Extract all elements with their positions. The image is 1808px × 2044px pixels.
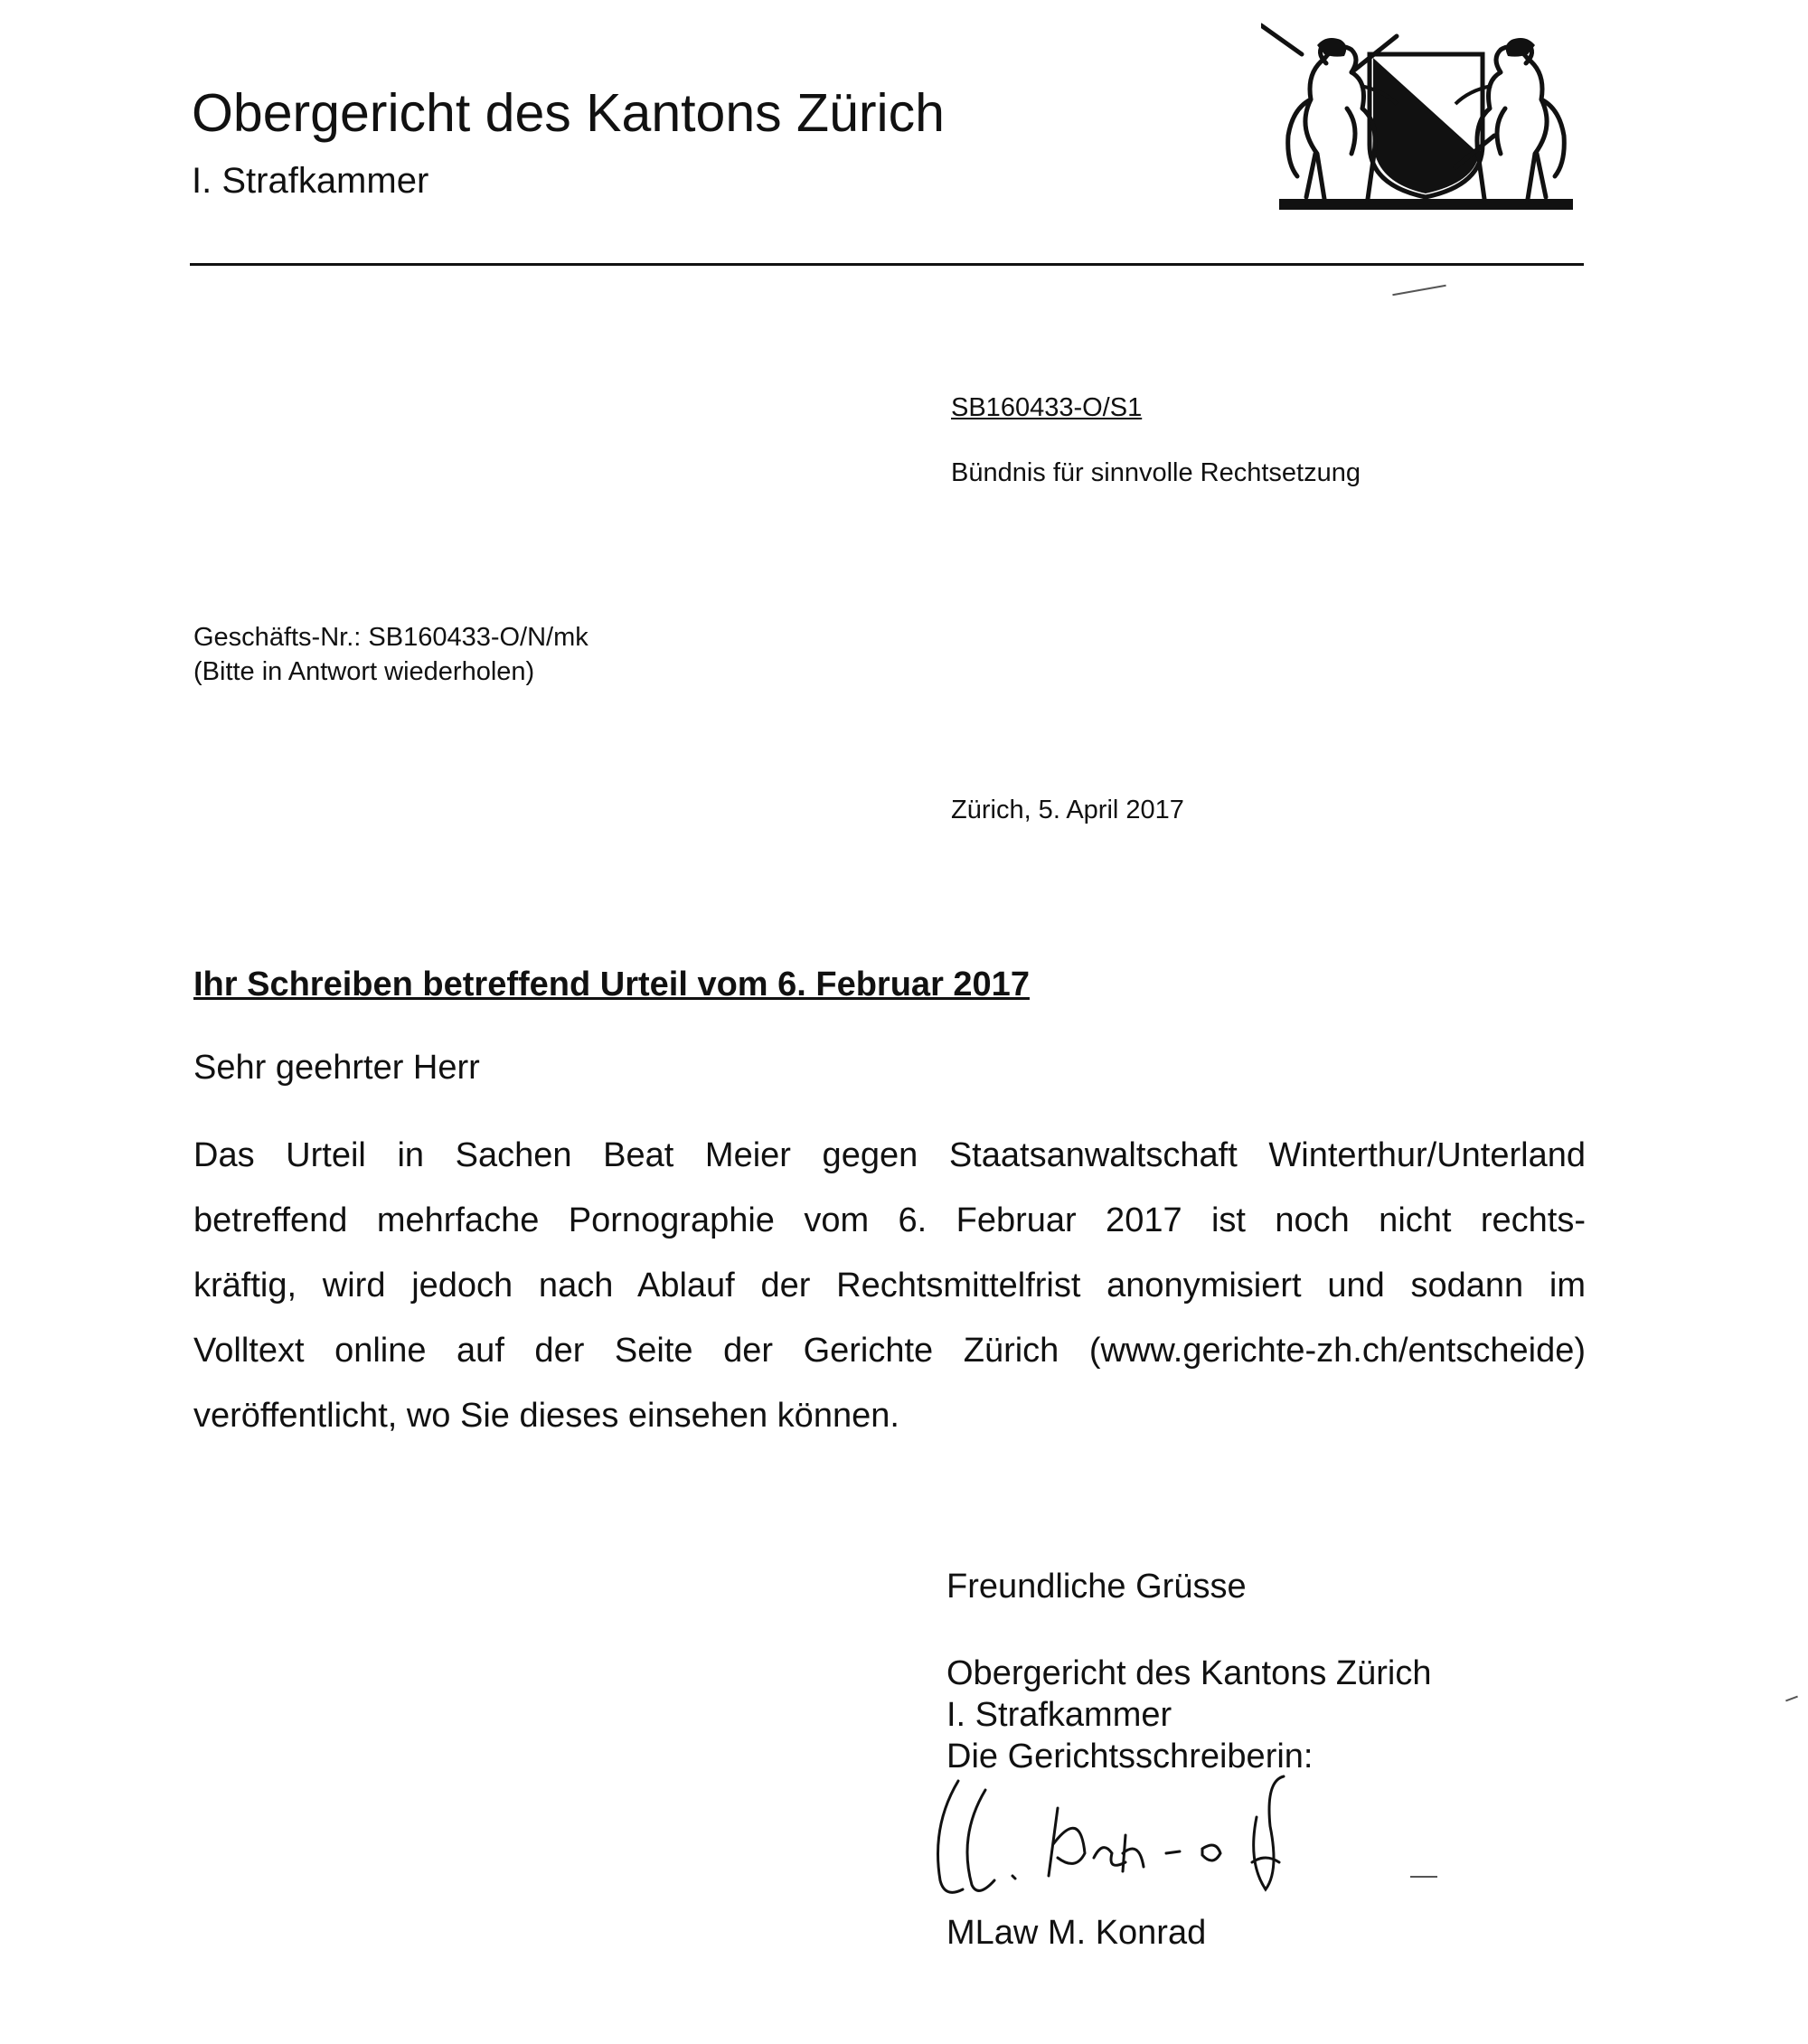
salutation: Sehr geehrter Herr [193, 1049, 480, 1087]
closing-greeting: Freundliche Grüsse [946, 1568, 1247, 1606]
header-divider [190, 263, 1584, 266]
signer-name: MLaw M. Konrad [946, 1914, 1207, 1952]
court-division: I. Strafkammer [192, 161, 429, 201]
signature-division: I. Strafkammer [946, 1696, 1172, 1734]
scan-artifact [1410, 1876, 1437, 1878]
body-line: Das Urteil in Sachen Beat Meier gegen Staatsanwaltschaft Winterthur/Unterland [193, 1136, 1586, 1174]
letter-subject: Ihr Schreiben betreffend Urteil vom 6. Februar 2017 [193, 965, 1030, 1003]
body-line: Volltext online auf der Seite der Gerichte Zürich (www.gerichte-zh.ch/entscheide) [193, 1332, 1586, 1370]
letter-body [193, 1123, 1586, 1448]
addressee-reference: SB160433-O/S1 [951, 393, 1143, 422]
case-note: (Bitte in Antwort wiederholen) [193, 657, 535, 686]
handwritten-signature-icon [922, 1772, 1320, 1907]
body-line: veröffentlicht, wo Sie dieses einsehen können. [193, 1397, 899, 1435]
body-line: kräftig, wird jedoch nach Ablauf der Rechtsmittelfrist anonymisiert und sodann im [193, 1267, 1586, 1305]
scan-artifact [1392, 285, 1445, 296]
signature-role: Die Gerichtsschreiberin: [946, 1738, 1314, 1776]
court-name: Obergericht des Kantons Zürich [192, 83, 945, 143]
letter-date: Zürich, 5. April 2017 [951, 796, 1184, 824]
addressee-name: Bündnis für sinnvolle Rechtsetzung [951, 458, 1361, 487]
signature-court: Obergericht des Kantons Zürich [946, 1654, 1432, 1692]
scan-artifact [1785, 1696, 1798, 1702]
body-line: betreffend mehrfache Pornographie vom 6. Februar 2017 ist noch nicht rechts- [193, 1201, 1586, 1239]
case-number: Geschäfts-Nr.: SB160433-O/N/mk [193, 623, 589, 652]
zurich-coat-of-arms-icon [1261, 18, 1591, 212]
